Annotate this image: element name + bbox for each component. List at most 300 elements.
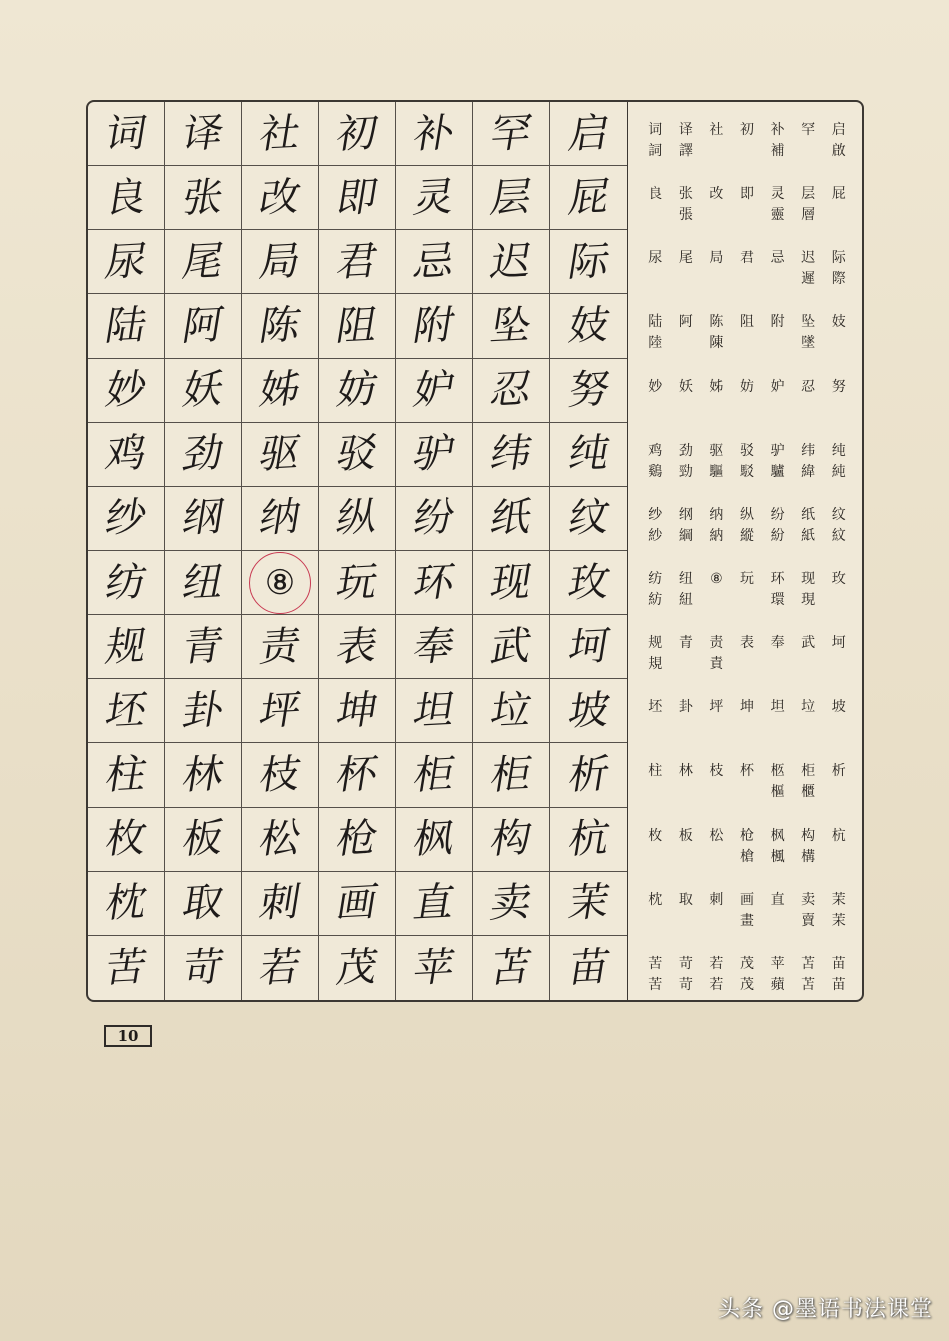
reference-row	[640, 936, 854, 1000]
reference-character-table	[628, 102, 862, 1000]
simplified-character: 妒	[770, 378, 785, 395]
handwriting-grid	[88, 102, 628, 1000]
handwritten-character: 取	[179, 879, 227, 928]
reference-pair	[823, 441, 854, 483]
handwriting-cell	[396, 615, 473, 679]
reference-pair	[732, 954, 763, 996]
simplified-character: 妓	[831, 314, 846, 331]
handwritten-character: 柱	[102, 750, 150, 799]
simplified-character: 劲	[678, 442, 693, 459]
reference-row	[640, 743, 854, 807]
simplified-character: 刺	[709, 891, 724, 908]
handwriting-cell	[319, 743, 396, 807]
handwriting-cell	[550, 294, 627, 358]
handwritten-character: 陆	[102, 301, 150, 350]
simplified-character: 纹	[831, 506, 846, 523]
simplified-character: 尿	[648, 250, 663, 267]
handwritten-character: 苦	[102, 943, 150, 992]
handwritten-character: 纬	[487, 430, 535, 479]
handwritten-character: 妓	[564, 301, 613, 350]
reference-pair	[793, 120, 824, 141]
simplified-character: 枫	[770, 827, 785, 844]
simplified-character: 译	[678, 122, 693, 138]
handwritten-character: 构	[487, 815, 535, 864]
handwriting-cell	[88, 679, 165, 743]
handwriting-cell	[165, 551, 242, 615]
reference-pair	[701, 697, 732, 718]
handwriting-cell	[550, 808, 627, 872]
handwriting-cell	[242, 872, 319, 936]
simplified-character: 纺	[648, 571, 663, 587]
simplified-character: 补	[770, 122, 785, 138]
reference-pair	[823, 761, 854, 782]
reference-pair	[671, 505, 702, 547]
simplified-character: 奉	[770, 635, 785, 652]
handwritten-character: 坡	[564, 686, 613, 735]
reference-pair	[823, 184, 854, 205]
handwritten-character: 局	[256, 237, 304, 286]
handwriting-cell	[319, 679, 396, 743]
reference-pair	[701, 890, 732, 911]
handwriting-cell	[396, 679, 473, 743]
handwritten-character: 劲	[179, 430, 227, 479]
reference-pair	[701, 377, 732, 398]
reference-pair	[671, 377, 702, 398]
handwriting-cell	[319, 102, 396, 166]
simplified-character: 现	[801, 571, 816, 587]
handwritten-character: 画	[333, 879, 381, 928]
handwritten-character: 杯	[333, 750, 381, 799]
traditional-character: 驅	[709, 463, 724, 480]
traditional-character: 陳	[709, 335, 724, 352]
handwriting-cell	[88, 166, 165, 230]
handwritten-character: 姊	[256, 366, 304, 415]
simplified-character: 驴	[770, 442, 785, 459]
reference-row	[640, 551, 854, 615]
traditional-character: 遲	[801, 271, 816, 288]
simplified-character: 坷	[831, 635, 846, 652]
traditional-character: 楓	[770, 848, 785, 865]
handwriting-cell	[242, 102, 319, 166]
simplified-character: 坤	[739, 699, 754, 716]
reference-pair	[732, 505, 763, 547]
handwriting-cell	[88, 551, 165, 615]
reference-pair	[640, 377, 671, 398]
handwriting-cell	[319, 230, 396, 294]
handwritten-character: 枕	[102, 879, 150, 928]
handwriting-cell	[319, 936, 396, 1000]
traditional-character: 綱	[678, 527, 693, 544]
reference-row	[640, 872, 854, 936]
handwritten-character: 阻	[333, 301, 381, 350]
handwriting-cell	[396, 551, 473, 615]
traditional-character: 構	[801, 848, 816, 865]
reference-row	[640, 423, 854, 487]
reference-pair	[793, 505, 824, 547]
handwriting-cell	[550, 166, 627, 230]
reference-pair	[823, 697, 854, 718]
handwriting-cell	[319, 808, 396, 872]
handwritten-character: 奉	[410, 622, 458, 671]
reference-pair	[732, 377, 763, 398]
handwritten-character: 板	[179, 815, 227, 864]
reference-pair	[732, 826, 763, 868]
handwriting-cell	[165, 487, 242, 551]
handwritten-character: 纺	[102, 558, 150, 607]
handwritten-character: 武	[487, 622, 535, 671]
handwritten-character: 林	[179, 750, 227, 799]
handwriting-cell	[88, 359, 165, 423]
reference-pair	[823, 248, 854, 290]
handwriting-cell	[165, 936, 242, 1000]
reference-row	[640, 102, 854, 166]
simplified-character: 规	[648, 635, 663, 652]
traditional-character: 層	[801, 207, 816, 224]
traditional-character: 現	[801, 592, 816, 608]
simplified-character: 驳	[739, 442, 754, 459]
handwriting-cell	[396, 872, 473, 936]
handwriting-cell	[319, 423, 396, 487]
simplified-character: 杯	[739, 763, 754, 780]
handwritten-character: 社	[256, 109, 304, 158]
handwriting-cell	[473, 808, 550, 872]
handwriting-cell	[242, 615, 319, 679]
handwriting-cell	[550, 679, 627, 743]
handwritten-character: 纯	[564, 430, 613, 479]
traditional-character: 緯	[801, 463, 816, 480]
handwritten-character: 初	[333, 109, 381, 158]
handwritten-character: 忍	[487, 366, 535, 415]
handwriting-cell	[165, 166, 242, 230]
traditional-character: 茂	[739, 976, 754, 993]
reference-pair	[762, 377, 793, 398]
handwriting-cell	[88, 230, 165, 294]
traditional-character: 驢	[770, 463, 785, 480]
reference-pair	[671, 312, 702, 333]
simplified-character: 附	[770, 314, 785, 331]
page-number: 10	[104, 1025, 152, 1047]
reference-pair	[762, 505, 793, 547]
simplified-character: 局	[709, 250, 724, 267]
simplified-character: 阿	[678, 314, 693, 331]
simplified-character: 卖	[801, 891, 816, 908]
reference-pair	[671, 761, 702, 782]
handwriting-cell	[550, 551, 627, 615]
handwritten-character: 苹	[410, 943, 458, 992]
handwriting-cell	[319, 487, 396, 551]
reference-pair	[640, 954, 671, 996]
handwriting-cell	[319, 615, 396, 679]
reference-pair	[732, 697, 763, 718]
simplified-character: 纬	[801, 442, 816, 459]
handwriting-cell	[473, 487, 550, 551]
handwritten-character: 垃	[487, 686, 535, 735]
handwritten-character: 青	[179, 622, 227, 671]
traditional-character: 際	[831, 271, 846, 288]
handwritten-character: 规	[102, 622, 150, 671]
simplified-character: 纳	[709, 506, 724, 523]
reference-pair	[640, 184, 671, 205]
simplified-character: 画	[739, 891, 754, 908]
reference-pair	[793, 826, 824, 868]
traditional-character: 勁	[678, 463, 693, 480]
simplified-character: 妖	[678, 378, 693, 395]
simplified-character: 若	[709, 955, 724, 972]
reference-pair	[762, 890, 793, 911]
handwritten-character: 坠	[487, 301, 535, 350]
handwriting-cell	[165, 615, 242, 679]
handwritten-character: 坪	[256, 686, 304, 735]
handwriting-cell	[165, 294, 242, 358]
reference-row	[640, 294, 854, 358]
simplified-character: 杭	[831, 827, 846, 844]
reference-row	[640, 679, 854, 743]
simplified-character: 尾	[678, 250, 693, 267]
simplified-character: 武	[801, 635, 816, 652]
handwritten-character: 译	[179, 109, 227, 158]
traditional-character: 紗	[648, 527, 663, 544]
simplified-character: 君	[739, 250, 754, 267]
simplified-character: 枝	[709, 763, 724, 780]
handwriting-cell	[473, 294, 550, 358]
reference-pair	[701, 826, 732, 847]
reference-pair	[671, 248, 702, 269]
traditional-character: 紛	[770, 527, 785, 544]
handwriting-cell	[550, 872, 627, 936]
handwriting-cell	[88, 487, 165, 551]
handwritten-character: 词	[102, 109, 150, 158]
handwritten-character: 迟	[487, 237, 535, 286]
handwritten-character: 苗	[564, 943, 613, 992]
simplified-character: 苫	[801, 955, 816, 972]
simplified-character: 松	[709, 827, 724, 844]
handwriting-cell	[550, 615, 627, 679]
reference-pair	[640, 441, 671, 483]
simplified-character: 努	[831, 378, 846, 395]
simplified-character: 苦	[648, 955, 663, 972]
handwriting-cell	[88, 808, 165, 872]
reference-pair	[823, 954, 854, 996]
reference-pair	[732, 761, 763, 782]
simplified-character: 枪	[739, 827, 754, 844]
handwritten-character: 驴	[410, 430, 458, 479]
simplified-character: 初	[739, 122, 754, 138]
handwritten-character: 纲	[179, 494, 227, 543]
reference-pair	[640, 569, 671, 611]
traditional-character: 紙	[801, 527, 816, 544]
reference-pair	[823, 890, 854, 932]
simplified-character: 苹	[770, 955, 785, 972]
reference-pair	[762, 569, 793, 611]
reference-pair	[762, 184, 793, 226]
simplified-character: 析	[831, 763, 846, 780]
traditional-character: 駁	[739, 463, 754, 480]
traditional-character: 櫃	[801, 784, 816, 801]
handwritten-character: 忌	[410, 237, 458, 286]
reference-pair	[732, 633, 763, 654]
handwritten-character: 现	[487, 558, 535, 607]
traditional-character: 縱	[739, 527, 754, 544]
reference-pair	[732, 441, 763, 483]
handwriting-cell	[473, 166, 550, 230]
reference-pair	[671, 890, 702, 911]
reference-pair	[793, 697, 824, 718]
handwritten-character: 纷	[410, 494, 458, 543]
simplified-character: 改	[709, 186, 724, 203]
reference-pair	[793, 377, 824, 398]
simplified-character: 纱	[648, 506, 663, 523]
handwritten-character: 灵	[410, 173, 458, 222]
reference-pair	[701, 761, 732, 782]
handwriting-cell	[165, 423, 242, 487]
handwriting-cell	[319, 359, 396, 423]
handwriting-cell	[550, 230, 627, 294]
handwriting-cell	[88, 872, 165, 936]
traditional-character: 蘋	[770, 976, 785, 993]
handwritten-character: 纳	[256, 494, 304, 543]
reference-pair	[823, 633, 854, 654]
reference-pair	[701, 184, 732, 205]
reference-pair	[671, 184, 702, 226]
handwriting-cell	[396, 359, 473, 423]
traditional-character: 苛	[678, 976, 693, 993]
handwritten-character: 良	[102, 173, 150, 222]
simplified-character: 屁	[831, 186, 846, 203]
reference-pair	[701, 569, 732, 590]
handwritten-character: 苛	[179, 943, 227, 992]
reference-pair	[823, 377, 854, 398]
handwritten-character: 茉	[564, 879, 613, 928]
simplified-character: 启	[831, 122, 846, 138]
reference-pair	[762, 248, 793, 269]
traditional-character: 責	[709, 656, 724, 673]
handwritten-character: 表	[333, 622, 381, 671]
handwriting-cell	[396, 230, 473, 294]
simplified-character: 纽	[678, 571, 693, 587]
handwriting-cell	[242, 487, 319, 551]
reference-pair	[640, 826, 671, 847]
simplified-character: 纸	[801, 506, 816, 523]
handwritten-character: 张	[179, 173, 227, 222]
reference-pair	[640, 120, 671, 162]
reference-pair	[762, 954, 793, 996]
traditional-character: 苫	[801, 976, 816, 993]
traditional-character: 畫	[739, 912, 754, 929]
simplified-character: 垃	[801, 699, 816, 716]
traditional-character: 規	[648, 656, 663, 673]
traditional-character: 啟	[831, 143, 846, 159]
handwritten-character: 层	[487, 173, 535, 222]
reference-pair	[671, 697, 702, 718]
reference-row	[640, 615, 854, 679]
handwriting-cell	[396, 808, 473, 872]
simplified-character: 坡	[831, 699, 846, 716]
reference-pair	[732, 248, 763, 269]
handwriting-cell	[550, 102, 627, 166]
handwritten-character: 罕	[487, 109, 535, 158]
simplified-character: 枚	[648, 827, 663, 844]
reference-pair	[701, 505, 732, 547]
handwriting-cell	[473, 551, 550, 615]
practice-sheet-frame	[86, 100, 864, 1002]
handwritten-character: 妨	[333, 366, 381, 415]
reference-row	[640, 487, 854, 551]
handwriting-cell	[242, 743, 319, 807]
handwriting-cell	[396, 102, 473, 166]
simplified-character: 坠	[801, 314, 816, 331]
reference-pair	[793, 248, 824, 290]
handwritten-character: 枚	[102, 815, 150, 864]
traditional-character: 紐	[678, 592, 693, 608]
handwriting-cell	[242, 808, 319, 872]
simplified-character: 词	[648, 122, 663, 138]
reference-row	[640, 230, 854, 294]
handwriting-cell	[473, 102, 550, 166]
handwritten-character: 妒	[410, 366, 458, 415]
simplified-character: 社	[709, 122, 724, 138]
simplified-character: 坦	[770, 699, 785, 716]
traditional-character: 鷄	[648, 463, 663, 480]
simplified-character: 苗	[831, 955, 846, 972]
reference-pair	[701, 633, 732, 675]
traditional-character: 補	[770, 143, 785, 159]
handwritten-character: 刺	[256, 879, 304, 928]
reference-pair	[793, 184, 824, 226]
traditional-character: 紋	[831, 527, 846, 544]
traditional-character: 靈	[770, 207, 785, 224]
reference-row	[640, 166, 854, 230]
handwriting-cell	[396, 936, 473, 1000]
handwriting-cell	[88, 615, 165, 679]
handwriting-cell	[88, 743, 165, 807]
handwritten-character: 纱	[102, 494, 150, 543]
simplified-character: 即	[739, 186, 754, 203]
reference-pair	[823, 826, 854, 847]
handwritten-character: 驱	[256, 430, 304, 479]
traditional-character: 純	[831, 463, 846, 480]
handwriting-cell	[88, 294, 165, 358]
handwritten-character: 屁	[564, 173, 613, 222]
handwritten-character: 杭	[564, 815, 613, 864]
simplified-character: 坯	[648, 699, 663, 716]
reference-pair	[701, 248, 732, 269]
handwriting-cell	[165, 872, 242, 936]
handwritten-character: 妖	[179, 366, 227, 415]
reference-pair	[671, 826, 702, 847]
reference-pair	[793, 954, 824, 996]
handwriting-cell	[88, 423, 165, 487]
handwriting-cell	[242, 359, 319, 423]
reference-pair	[793, 312, 824, 354]
handwritten-character: 努	[564, 366, 613, 415]
simplified-character: 纲	[678, 506, 693, 523]
simplified-character: 忌	[770, 250, 785, 267]
reference-pair	[671, 569, 702, 611]
simplified-character: 枕	[648, 891, 663, 908]
simplified-character: 表	[739, 635, 754, 652]
handwritten-character: 松	[256, 815, 304, 864]
simplified-character: 姊	[709, 378, 724, 395]
traditional-character: 苦	[648, 976, 663, 993]
reference-pair	[640, 697, 671, 718]
simplified-character: 妙	[648, 378, 663, 395]
traditional-character: 納	[709, 527, 724, 544]
handwriting-cell	[165, 679, 242, 743]
handwritten-character: 玩	[333, 558, 381, 607]
reference-pair	[793, 569, 824, 611]
handwritten-character: 阿	[179, 301, 227, 350]
simplified-character: 青	[678, 635, 693, 652]
